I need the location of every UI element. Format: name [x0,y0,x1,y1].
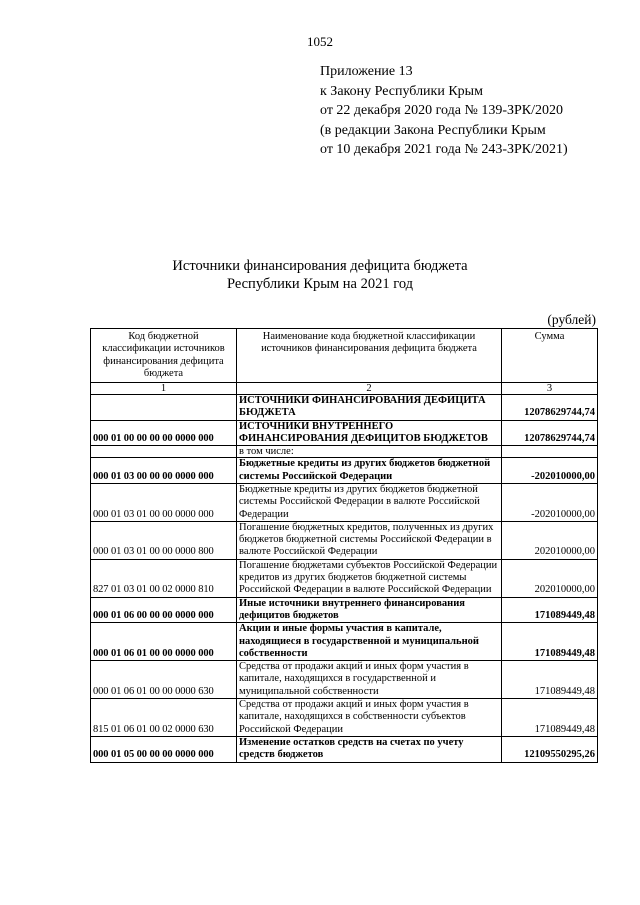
table-row [91,446,598,458]
table-row [91,736,598,762]
page-number: 1052 [307,34,333,49]
row-amount: 171089449,48 [502,661,598,699]
row-amount: 12109550295,26 [502,736,598,762]
table-header-row [91,329,598,383]
financing-sources-table [90,328,598,763]
row-amount: -202010000,00 [502,458,598,484]
row-code: 000 01 03 01 00 00 0000 000 [91,483,237,521]
row-code [91,395,237,421]
row-name: Акции и иные формы участия в капитале, находящиеся в государственной и муниципальной собственности [237,623,502,661]
row-name: Бюджетные кредиты из других бюджетов бюджетной системы Российской Федерации [237,458,502,484]
row-code: 000 01 06 00 00 00 0000 000 [91,597,237,623]
header-code: Код бюджетной классификации источников финансирования дефицита бюджета [91,329,237,383]
column-number: 2 [237,383,502,395]
row-amount: 171089449,48 [502,597,598,623]
row-amount: 202010000,00 [502,521,598,559]
row-amount: 171089449,48 [502,699,598,737]
table-row [91,597,598,623]
header-name: Наименование кода бюджетной классификации источников финансирования дефицита бюджета [237,329,502,383]
row-name: Средства от продажи акций и иных форм участия в капитале, находящихся в государственной и муниципальной собственности [237,661,502,699]
row-name: в том числе: [237,446,502,458]
table-row [91,395,598,421]
row-amount: 171089449,48 [502,623,598,661]
row-name: Погашение бюджетных кредитов, полученных из других бюджетов бюджетной системы Российской Федерации в валюте Российской Федерации [237,521,502,559]
table-row [91,661,598,699]
currency-unit: (рублей) [547,312,596,327]
row-name: Иные источники внутреннего финансирования дефицитов бюджетов [237,597,502,623]
title-line-1: Источники финансирования дефицита бюджета [172,258,468,274]
title-line-2: Республики Крым на 2021 год [226,276,414,292]
row-name: Погашение бюджетами субъектов Российской Федерации кредитов из других бюджетов бюджетной системы Российской Федерации в валюте Российской Федерации [237,559,502,597]
row-code: 000 01 00 00 00 00 0000 000 [91,420,237,446]
table-row [91,483,598,521]
column-number: 3 [502,383,598,395]
row-name: Бюджетные кредиты из других бюджетов бюджетной системы Российской Федерации в валюте Российской Федерации [237,483,502,521]
document-title [0,257,640,293]
row-code: 827 01 03 01 00 02 0000 810 [91,559,237,597]
appendix-line: к Закону Республики Крым [320,83,483,99]
row-amount: 12078629744,74 [502,395,598,421]
row-code [91,446,237,458]
table-row [91,458,598,484]
table-row [91,420,598,446]
row-amount: 12078629744,74 [502,420,598,446]
column-number-row [91,383,598,395]
row-amount: 202010000,00 [502,559,598,597]
table-row [91,623,598,661]
header-amount: Сумма [502,329,598,383]
row-code: 000 01 06 01 00 00 0000 000 [91,623,237,661]
row-name: Изменение остатков средств на счетах по учету средств бюджетов [237,736,502,762]
row-name: ИСТОЧНИКИ ФИНАНСИРОВАНИЯ ДЕФИЦИТА БЮДЖЕТА [237,395,502,421]
row-code: 000 01 05 00 00 00 0000 000 [91,736,237,762]
appendix-line: от 22 декабря 2020 года № 139-ЗРК/2020 [320,103,564,118]
appendix-line: от 10 декабря 2021 года № 243-ЗРК/2021) [320,142,568,157]
row-code: 000 01 06 01 00 00 0000 630 [91,661,237,699]
column-number: 1 [91,383,237,395]
row-code: 000 01 03 01 00 00 0000 800 [91,521,237,559]
appendix-header [320,62,568,160]
row-code: 815 01 06 01 00 02 0000 630 [91,699,237,737]
row-code: 000 01 03 00 00 00 0000 000 [91,458,237,484]
table-row [91,699,598,737]
row-amount: -202010000,00 [502,483,598,521]
table-row [91,559,598,597]
row-name: ИСТОЧНИКИ ВНУТРЕННЕГО ФИНАНСИРОВАНИЯ ДЕФИЦИТОВ БЮДЖЕТОВ [237,420,502,446]
table-row [91,521,598,559]
appendix-line: (в редакции Закона Республики Крым [320,122,546,138]
row-name: Средства от продажи акций и иных форм участия в капитале, находящихся в собственности субъектов Российской Федерации [237,699,502,737]
row-amount [502,446,598,458]
appendix-line: Приложение 13 [320,64,413,79]
